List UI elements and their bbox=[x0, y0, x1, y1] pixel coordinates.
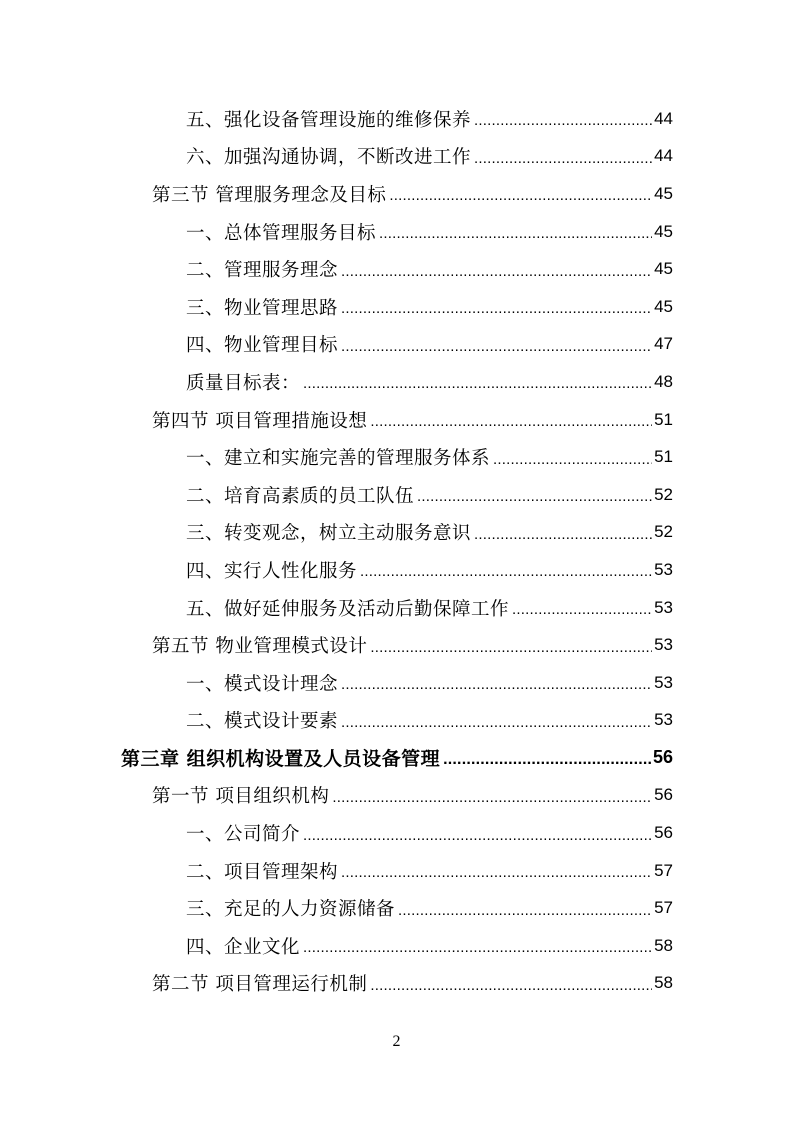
toc-entry-page: 44 bbox=[654, 146, 673, 166]
toc-entry-page: 45 bbox=[654, 221, 673, 241]
toc-entry[interactable] bbox=[0, 514, 673, 552]
table-of-contents bbox=[0, 100, 793, 1002]
toc-dot-leader bbox=[303, 939, 652, 956]
toc-entry-page: 51 bbox=[654, 409, 673, 429]
toc-dot-leader bbox=[370, 977, 652, 994]
toc-dot-leader bbox=[332, 789, 652, 806]
toc-dot-leader bbox=[493, 451, 652, 468]
toc-entry-title: 一、公司简介 bbox=[186, 824, 301, 846]
toc-entry-title: 五、做好延伸服务及活动后勤保障工作 bbox=[186, 598, 510, 620]
toc-dot-leader bbox=[341, 338, 652, 355]
toc-dot-leader bbox=[389, 187, 652, 204]
toc-entry-title: 二、项目管理架构 bbox=[186, 861, 339, 883]
toc-entry[interactable] bbox=[0, 965, 673, 1003]
toc-dot-leader bbox=[341, 300, 652, 317]
toc-entry-title: 第三节 管理服务理念及目标 bbox=[152, 184, 387, 206]
toc-dot-leader bbox=[512, 601, 652, 618]
toc-entry-title: 第一节 项目组织机构 bbox=[152, 786, 330, 808]
toc-dot-leader bbox=[398, 902, 652, 919]
toc-dot-leader bbox=[341, 864, 652, 881]
toc-entry-page: 53 bbox=[654, 559, 673, 579]
toc-entry[interactable] bbox=[0, 363, 673, 401]
toc-entry-title: 三、转变观念，树立主动服务意识 bbox=[186, 523, 472, 545]
toc-dot-leader bbox=[303, 375, 652, 392]
toc-entry-page: 45 bbox=[654, 183, 673, 203]
toc-dot-leader bbox=[474, 526, 652, 543]
toc-entry[interactable] bbox=[0, 175, 673, 213]
toc-entry-page: 58 bbox=[654, 935, 673, 955]
toc-entry-title: 二、模式设计要素 bbox=[186, 711, 339, 733]
toc-entry-title: 一、建立和实施完善的管理服务体系 bbox=[186, 448, 491, 470]
toc-entry[interactable] bbox=[0, 401, 673, 439]
toc-entry-page: 45 bbox=[654, 259, 673, 279]
toc-dot-leader bbox=[417, 488, 652, 505]
toc-entry-page: 53 bbox=[654, 635, 673, 655]
toc-entry-title: 四、物业管理目标 bbox=[186, 335, 339, 357]
toc-entry[interactable] bbox=[0, 927, 673, 965]
toc-entry-page: 57 bbox=[654, 898, 673, 918]
toc-dot-leader bbox=[360, 563, 652, 580]
toc-entry[interactable] bbox=[0, 852, 673, 890]
toc-entry-title: 三、充足的人力资源储备 bbox=[186, 899, 396, 921]
toc-dot-leader bbox=[341, 263, 652, 280]
toc-entry[interactable] bbox=[0, 889, 673, 927]
toc-entry-title: 二、管理服务理念 bbox=[186, 260, 339, 282]
toc-dot-leader bbox=[379, 225, 652, 242]
toc-dot-leader bbox=[474, 150, 652, 167]
toc-entry-title: 四、实行人性化服务 bbox=[186, 560, 358, 582]
toc-entry-page: 47 bbox=[654, 334, 673, 354]
toc-entry[interactable] bbox=[0, 213, 673, 251]
toc-dot-leader bbox=[443, 751, 651, 769]
toc-entry-page: 53 bbox=[654, 710, 673, 730]
toc-entry-title: 一、总体管理服务目标 bbox=[186, 222, 377, 244]
toc-entry-title: 六、加强沟通协调，不断改进工作 bbox=[186, 147, 472, 169]
toc-entry-title: 第二节 项目管理运行机制 bbox=[152, 974, 368, 996]
toc-entry-page: 48 bbox=[654, 371, 673, 391]
toc-entry[interactable] bbox=[0, 664, 673, 702]
toc-entry[interactable] bbox=[0, 626, 673, 664]
toc-entry-page: 56 bbox=[654, 823, 673, 843]
toc-entry-page: 44 bbox=[654, 108, 673, 128]
toc-entry-title: 四、企业文化 bbox=[186, 936, 301, 958]
toc-entry[interactable] bbox=[0, 326, 673, 364]
toc-entry[interactable] bbox=[0, 476, 673, 514]
toc-entry[interactable] bbox=[0, 288, 673, 326]
toc-entry-title: 第三章 组织机构设置及人员设备管理 bbox=[121, 748, 441, 771]
toc-entry-page: 53 bbox=[654, 672, 673, 692]
toc-entry[interactable] bbox=[0, 702, 673, 740]
toc-entry-title: 五、强化设备管理设施的维修保养 bbox=[186, 109, 472, 131]
toc-entry-title: 一、模式设计理念 bbox=[186, 673, 339, 695]
toc-dot-leader bbox=[341, 676, 652, 693]
toc-dot-leader bbox=[341, 714, 652, 731]
toc-entry[interactable] bbox=[0, 589, 673, 627]
toc-entry-title: 三、物业管理思路 bbox=[186, 297, 339, 319]
toc-dot-leader bbox=[370, 413, 652, 430]
toc-entry-title: 第四节 项目管理措施设想 bbox=[152, 410, 368, 432]
toc-entry-page: 56 bbox=[652, 747, 673, 768]
toc-entry[interactable] bbox=[0, 777, 673, 815]
toc-dot-leader bbox=[303, 827, 652, 844]
page-number: 2 bbox=[392, 1033, 401, 1050]
toc-entry-page: 45 bbox=[654, 296, 673, 316]
toc-entry-page: 51 bbox=[654, 447, 673, 467]
toc-entry-page: 53 bbox=[654, 597, 673, 617]
toc-entry-page: 57 bbox=[654, 860, 673, 880]
toc-entry-page: 52 bbox=[654, 522, 673, 542]
toc-entry-title: 二、培育高素质的员工队伍 bbox=[186, 485, 415, 507]
toc-entry-title: 第五节 物业管理模式设计 bbox=[152, 636, 368, 658]
toc-entry[interactable] bbox=[0, 100, 673, 138]
toc-entry[interactable] bbox=[0, 739, 673, 777]
toc-entry-title: 质量目标表： bbox=[186, 372, 301, 394]
toc-entry[interactable] bbox=[0, 438, 673, 476]
toc-entry[interactable] bbox=[0, 551, 673, 589]
toc-entry-page: 52 bbox=[654, 484, 673, 504]
toc-entry[interactable] bbox=[0, 138, 673, 176]
toc-entry-page: 56 bbox=[654, 785, 673, 805]
toc-entry-page: 58 bbox=[654, 973, 673, 993]
toc-dot-leader bbox=[370, 639, 652, 656]
toc-entry[interactable] bbox=[0, 814, 673, 852]
toc-entry[interactable] bbox=[0, 250, 673, 288]
toc-dot-leader bbox=[474, 112, 652, 129]
